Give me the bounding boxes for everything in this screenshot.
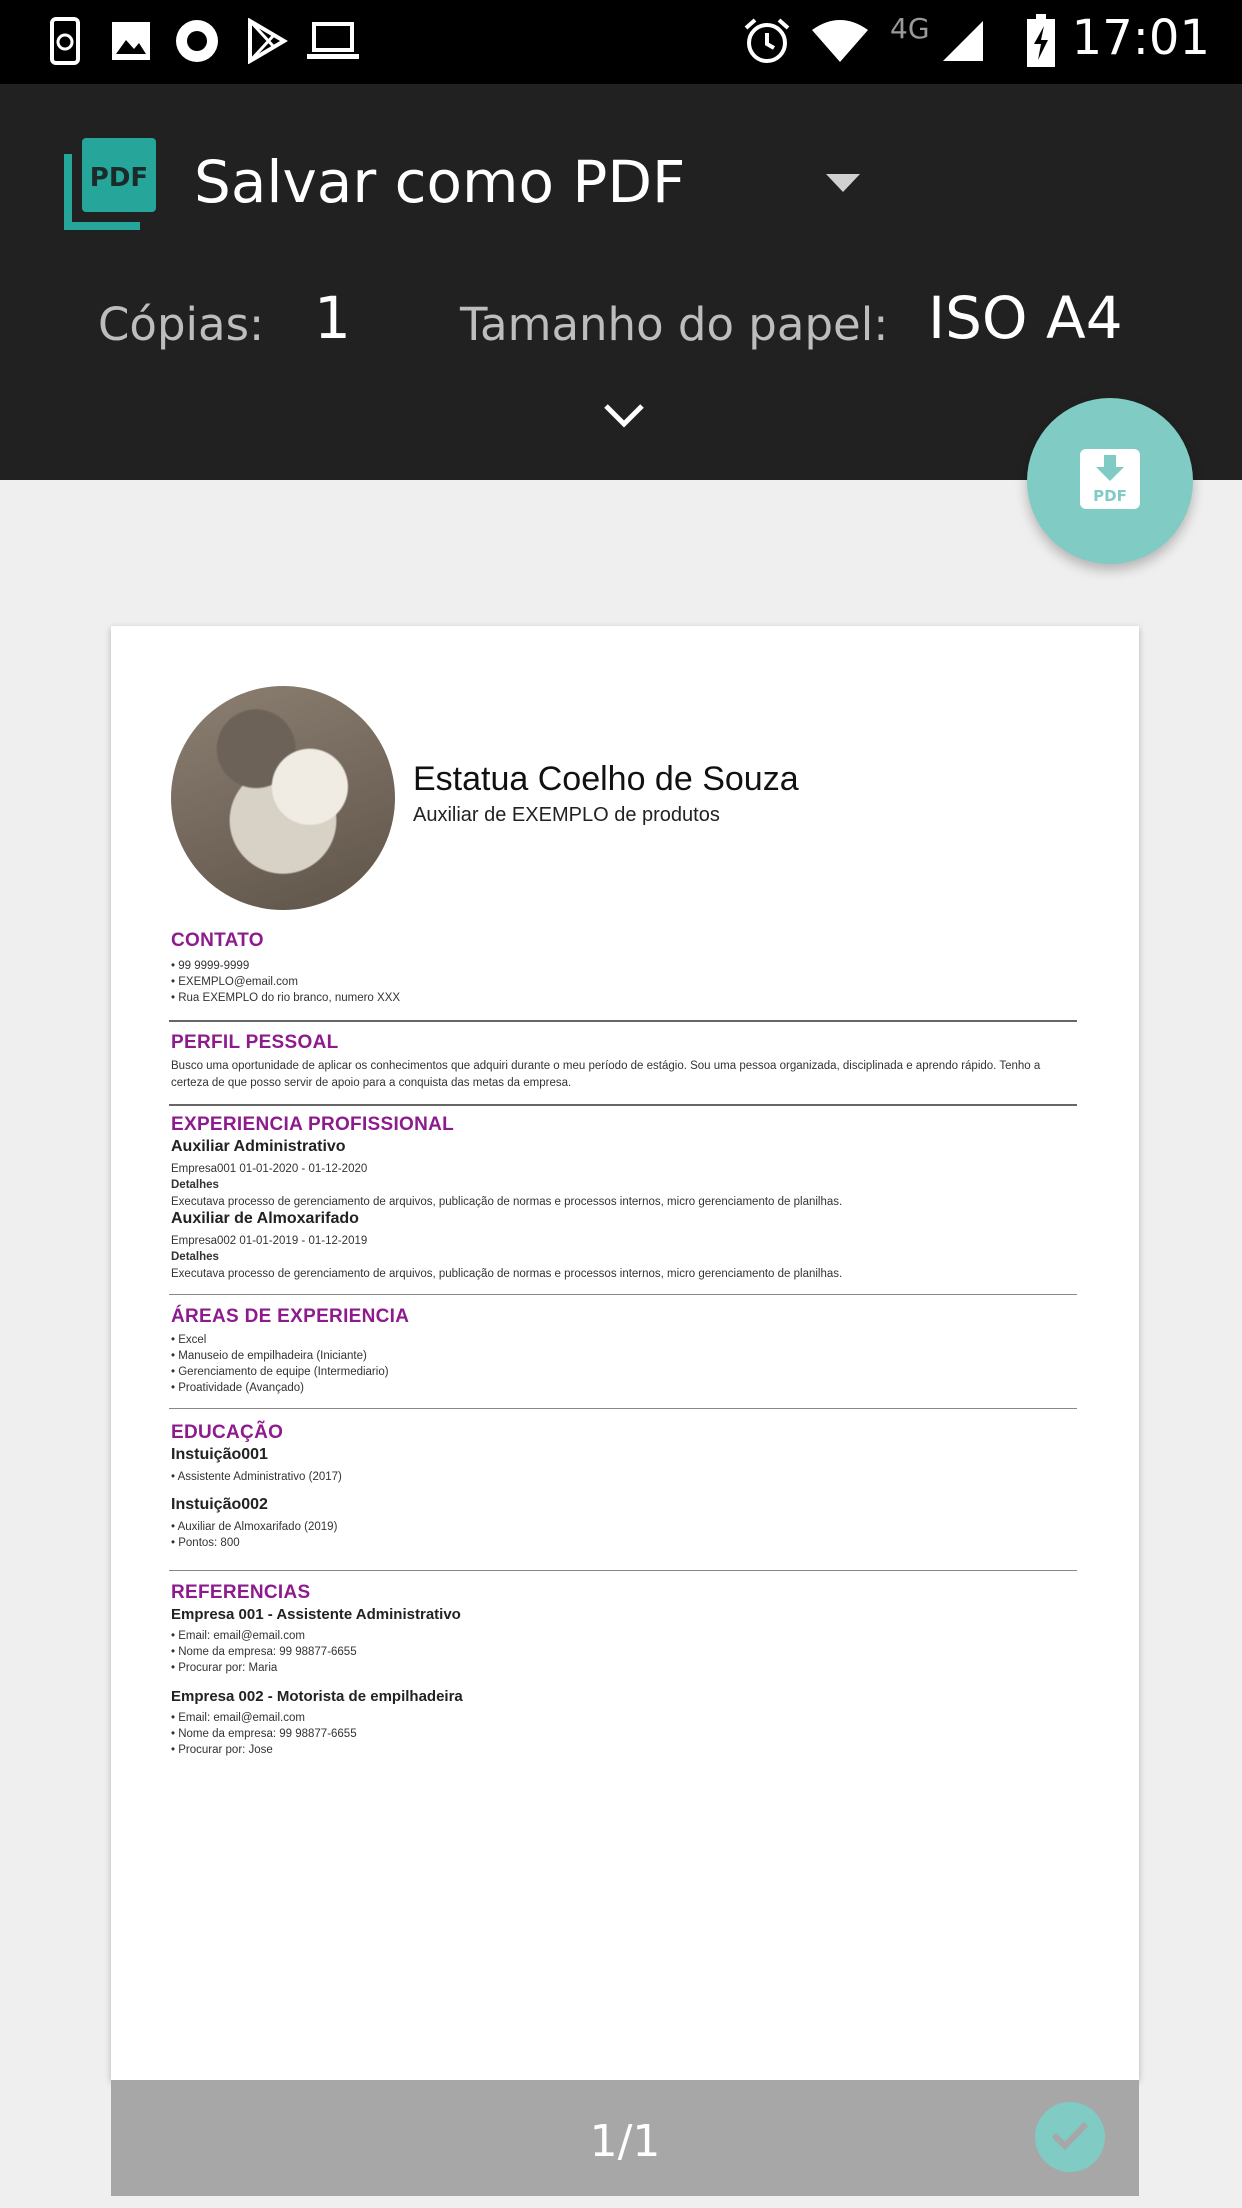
battery-charging-icon <box>1024 14 1058 68</box>
list-item: • Manuseio de empilhadeira (Iniciante) <box>171 1348 389 1364</box>
clock: 17:01 <box>1071 10 1210 66</box>
school-name: Instuição001 <box>171 1446 268 1463</box>
expand-options-chevron-icon[interactable] <box>602 402 646 435</box>
printer-destination-select[interactable]: Salvar como PDF <box>194 148 686 216</box>
svg-text:PDF: PDF <box>1093 486 1127 505</box>
laptop-icon <box>304 14 362 68</box>
page-select-checkbox[interactable] <box>1035 2102 1105 2172</box>
contact-list <box>171 958 400 1006</box>
section-title-perfil: PERFIL PESSOAL <box>171 1032 339 1053</box>
screen-rotate-icon <box>40 14 90 68</box>
paper-size-label: Tamanho do papel: <box>460 298 889 351</box>
section-title-contato: CONTATO <box>171 930 264 951</box>
list-item: • Nome da empresa: 99 98877-6655 <box>171 1644 357 1660</box>
section-title-educacao: EDUCAÇÃO <box>171 1422 284 1443</box>
divider <box>169 1104 1077 1106</box>
school-items <box>171 1469 342 1485</box>
list-item: • Nome da empresa: 99 98877-6655 <box>171 1726 357 1742</box>
copies-label: Cópias: <box>98 298 265 351</box>
resume-role: Auxiliar de EXEMPLO de produtos <box>413 804 720 826</box>
list-item: • Auxiliar de Almoxarifado (2019) <box>171 1519 337 1535</box>
list-item: • Procurar por: Maria <box>171 1660 357 1676</box>
job-details-label: Detalhes <box>171 1251 219 1263</box>
wifi-icon <box>808 14 872 68</box>
divider <box>169 1020 1077 1022</box>
network-type: 4G <box>890 12 930 45</box>
list-item: • Assistente Administrativo (2017) <box>171 1469 342 1485</box>
job-details-label: Detalhes <box>171 1179 219 1191</box>
reference-name: Empresa 002 - Motorista de empilhadeira <box>171 1688 463 1705</box>
copies-value[interactable]: 1 <box>314 284 351 352</box>
reference-name: Empresa 001 - Assistente Administrativo <box>171 1606 461 1623</box>
list-item: • Gerenciamento de equipe (Intermediario) <box>171 1364 389 1380</box>
job-details: Executava processo de gerenciamento de arquivos, publicação de normas e processos internos, micro gerenciamento de planilhas. <box>171 1196 843 1208</box>
page-footer <box>111 2080 1139 2196</box>
record-icon <box>170 14 224 68</box>
alarm-icon <box>740 14 794 68</box>
status-bar <box>0 0 1242 84</box>
reference-items <box>171 1710 357 1758</box>
dropdown-arrow-icon[interactable] <box>826 174 860 197</box>
section-title-experiencia: EXPERIENCIA PROFISSIONAL <box>171 1114 455 1135</box>
job-details: Executava processo de gerenciamento de arquivos, publicação de normas e processos internos, micro gerenciamento de planilhas. <box>171 1268 843 1280</box>
section-title-referencias: REFERENCIAS <box>171 1582 311 1603</box>
section-title-areas: ÁREAS DE EXPERIENCIA <box>171 1306 410 1327</box>
svg-text:PDF: PDF <box>89 163 149 193</box>
pdf-download-icon <box>1078 447 1142 516</box>
paper-size-value[interactable]: ISO A4 <box>928 284 1123 352</box>
resume-name: Estatua Coelho de Souza <box>413 760 799 798</box>
list-item: • Excel <box>171 1332 389 1348</box>
page-indicator: 1/1 <box>589 2116 661 2167</box>
skills-list <box>171 1332 389 1396</box>
reference-items <box>171 1628 357 1676</box>
list-item: • EXEMPLO@email.com <box>171 974 400 990</box>
list-item: • 99 9999-9999 <box>171 958 400 974</box>
list-item: • Pontos: 800 <box>171 1535 337 1551</box>
divider <box>169 1570 1077 1571</box>
pdf-printer-icon <box>64 134 160 230</box>
list-item: • Email: email@email.com <box>171 1628 357 1644</box>
school-name: Instuição002 <box>171 1496 268 1513</box>
play-store-icon <box>240 14 294 68</box>
profile-text: Busco uma oportunidade de aplicar os conhecimentos que adquiri durante o meu período de estágio. Sou uma pessoa organizada, disciplinada e aprendo rápido. Tenho a certeza de que posso servir de apoio para a conquista das metas da empresa. <box>171 1060 1041 1089</box>
divider <box>169 1408 1077 1409</box>
list-item: • Rua EXEMPLO do rio branco, numero XXX <box>171 990 400 1006</box>
job-company: Empresa001 01-01-2020 - 01-12-2020 <box>171 1163 368 1175</box>
check-icon <box>1050 2119 1090 2156</box>
job-title: Auxiliar de Almoxarifado <box>171 1210 359 1227</box>
school-items <box>171 1519 337 1551</box>
list-item: • Procurar por: Jose <box>171 1742 357 1758</box>
divider <box>169 1294 1077 1295</box>
download-pdf-button[interactable] <box>1027 398 1193 564</box>
image-icon <box>106 14 156 68</box>
profile-photo <box>171 686 395 910</box>
job-title: Auxiliar Administrativo <box>171 1138 346 1155</box>
page-preview[interactable] <box>111 626 1139 2080</box>
list-item: • Proatividade (Avançado) <box>171 1380 389 1396</box>
job-company: Empresa002 01-01-2019 - 01-12-2019 <box>171 1235 368 1247</box>
list-item: • Email: email@email.com <box>171 1710 357 1726</box>
signal-icon <box>940 14 986 68</box>
